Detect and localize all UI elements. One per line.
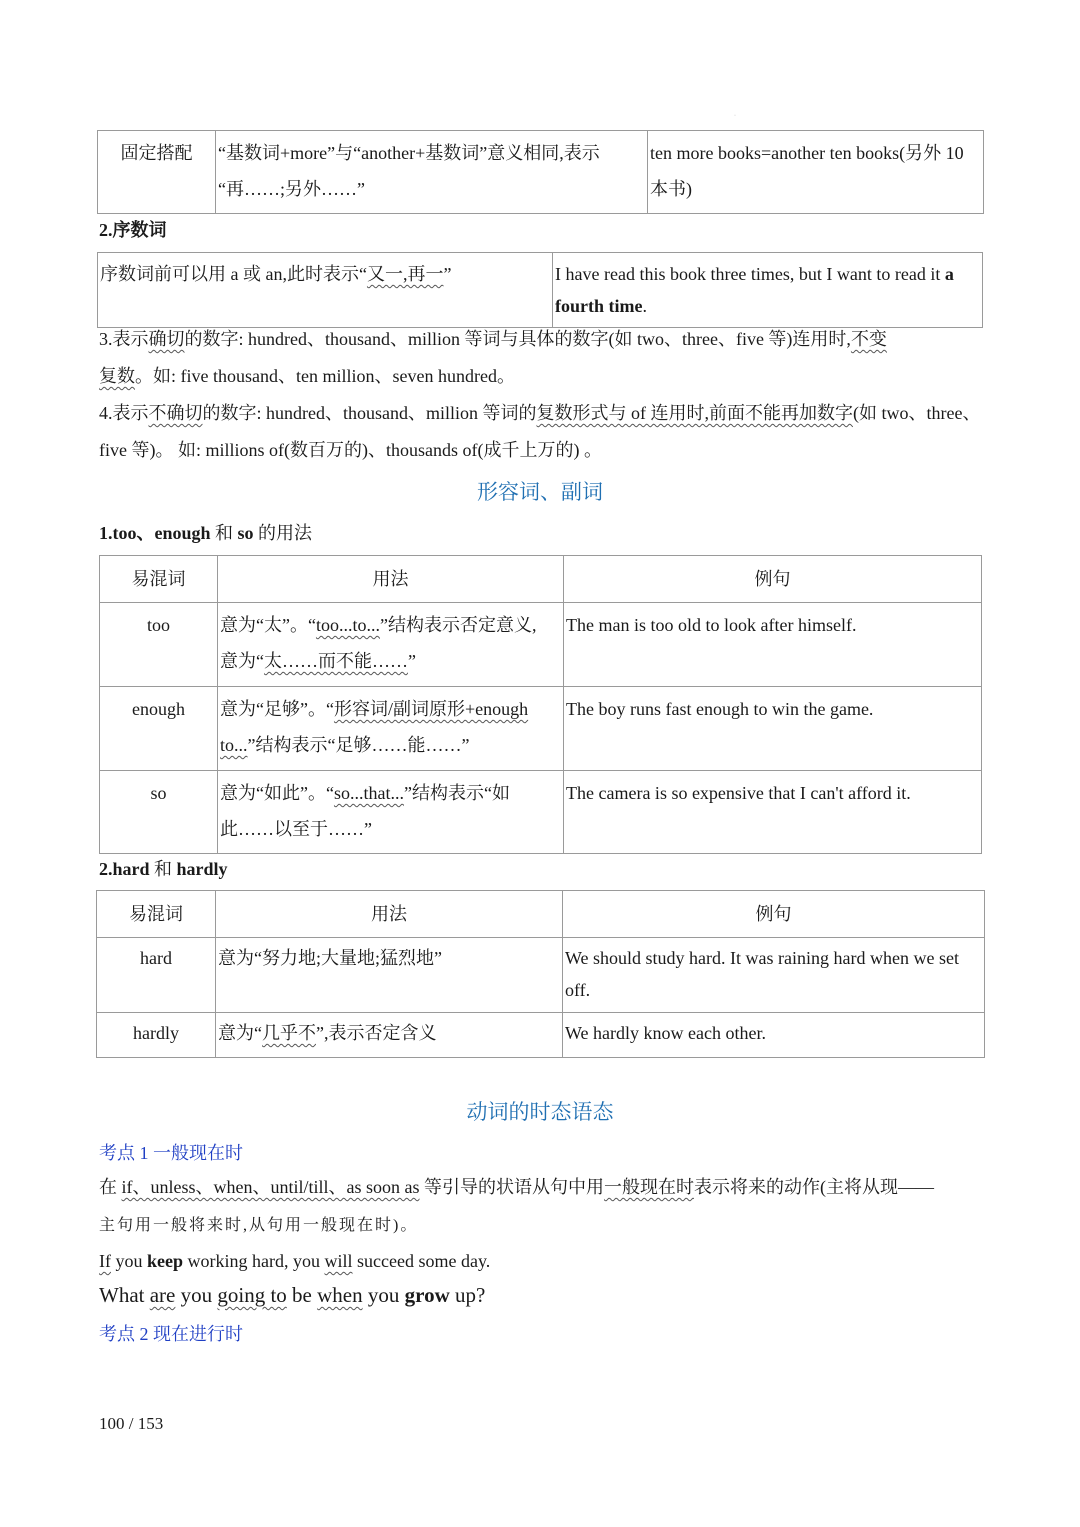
table-cell-usage: 意为“努力地;大量地;猛烈地” [216, 938, 563, 1013]
fixed-collocation-table [97, 130, 984, 214]
table-cell-description: “基数词+more”与“another+基数词”意义相同,表示 “再……;另外……” [216, 131, 648, 214]
page-number: 100 / 153 [99, 1414, 164, 1433]
table-cell-example: The boy runs fast enough to win the game. [564, 687, 982, 771]
table-row [97, 938, 985, 1013]
table-cell-example: I have read this book three times, but I want to read it a fourth time. [553, 253, 983, 328]
table-cell-usage: 意为“如此”。“so...that...”结构表示“如 此……以至于……” [218, 771, 564, 854]
table-row [100, 603, 982, 687]
table-cell-word: hard [97, 938, 216, 1013]
point-2-label: 考点 2 现在进行时 [99, 1324, 243, 1344]
table-cell-example: We should study hard. It was raining hard when we set off. [563, 938, 985, 1013]
table-cell-example: We hardly know each other. [563, 1013, 985, 1058]
table-header-example: 例句 [563, 891, 985, 938]
table-row [100, 771, 982, 854]
table-cell-usage: 意为“太”。“too...to...”结构表示否定意义, 意为“太……而不能……” [218, 603, 564, 687]
table-cell-usage: 意为“足够”。“形容词/副词原形+enough to...”结构表示“足够……能……” [218, 687, 564, 771]
table-cell-example: ten more books=another ten books(另外 10 本书) [648, 131, 984, 214]
table-header-word: 易混词 [100, 556, 218, 603]
table-cell-usage: 意为“几乎不”,表示否定含义 [216, 1013, 563, 1058]
section-title-verb-tenses: 动词的时态语态 [466, 1100, 614, 1124]
table-cell-example: The camera is so expensive that I can't afford it. [564, 771, 982, 854]
table-cell-word: so [100, 771, 218, 854]
table-header-usage: 用法 [216, 891, 563, 938]
table-cell-word: enough [100, 687, 218, 771]
example-sentence-1: If you keep working hard, you will succeed some day. [99, 1251, 491, 1271]
table-header-usage: 用法 [218, 556, 564, 603]
table-cell-example: The man is too old to look after himself. [564, 603, 982, 687]
example-sentence-2: What are you going to be when you grow up? [99, 1283, 486, 1307]
ordinal-table [97, 252, 983, 328]
table-cell-label: 固定搭配 [98, 131, 216, 214]
table-cell-word: too [100, 603, 218, 687]
section-heading-too-enough-so: 1.too、enough 和 so 的用法 [99, 523, 313, 543]
scan-dot: · [734, 113, 736, 119]
table-row [97, 1013, 985, 1058]
paragraph-exact-numbers: 3.表示确切的数字: hundred、thousand、million 等词与具体的数字(如 two、three、five 等)连用时,不变 复数。如: five thousand、ten million、seven hundred。 [99, 329, 887, 386]
point-1-label: 考点 1 一般现在时 [99, 1143, 243, 1163]
section-heading-ordinal: 2.序数词 [99, 220, 167, 240]
too-enough-so-table [99, 555, 982, 854]
section-heading-hard-hardly: 2.hard 和 hardly [99, 859, 228, 879]
paragraph-simple-present-rule: 在 if、unless、when、until/till、as soon as 等引导的状语从句中用一般现在时表示将来的动作(主将从现—— 主句用一般将来时,从句用一般现在时)。 [99, 1177, 934, 1234]
table-cell-rule: 序数词前可以用 a 或 an,此时表示“又一,再一” [98, 253, 553, 328]
table-header-example: 例句 [564, 556, 982, 603]
section-title-adjectives: 形容词、副词 [477, 480, 603, 504]
table-row [100, 687, 982, 771]
table-cell-word: hardly [97, 1013, 216, 1058]
hard-hardly-table [96, 890, 985, 1058]
paragraph-inexact-numbers: 4.表示不确切的数字: hundred、thousand、million 等词的复数形式与 of 连用时,前面不能再加数字(如 two、three、five 等)。 如: millions of(数百万的)、thousands of(成千上万的) 。 [99, 403, 981, 460]
table-header-word: 易混词 [97, 891, 216, 938]
